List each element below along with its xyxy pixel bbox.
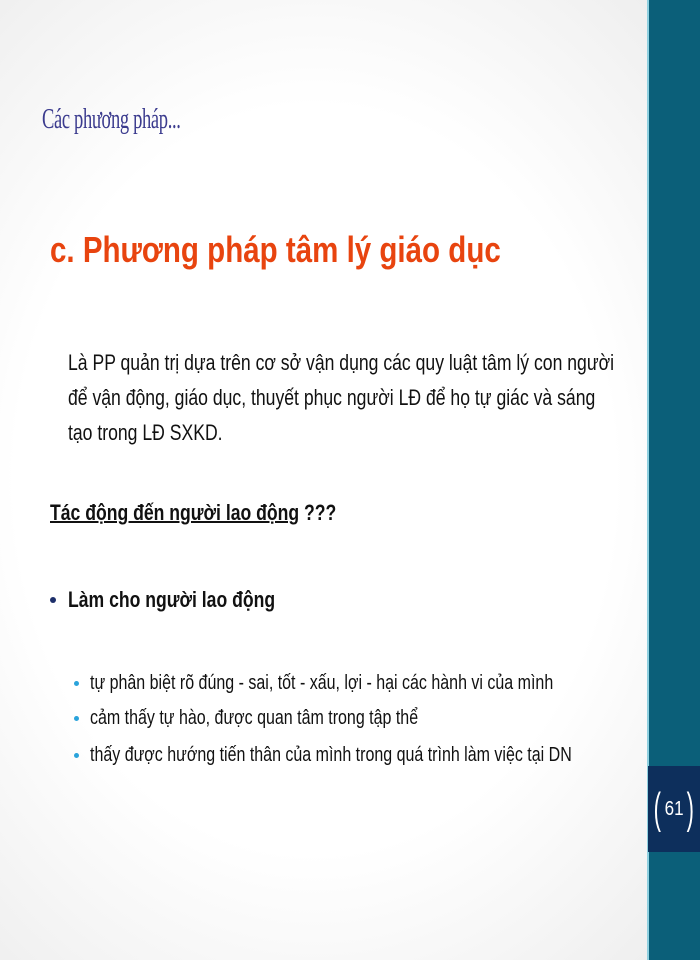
impact-heading xyxy=(50,500,408,526)
bullet-dot-icon xyxy=(74,716,79,721)
definition-paragraph xyxy=(68,345,700,450)
bullet-dot-icon xyxy=(74,753,79,758)
bracket-right-icon: ) xyxy=(686,784,695,833)
slide-title-text: c. Phương pháp tâm lý giáo dục xyxy=(50,229,501,270)
definition-line: Là PP quản trị dựa trên cơ sở vận dụng các quy luật tâm lý con người xyxy=(68,350,615,375)
sub-bullet-item xyxy=(74,707,500,730)
bracket-left-icon: ( xyxy=(653,784,662,833)
definition-line: để vận động, giáo dục, thuyết phục người LĐ để họ tự giác và sáng xyxy=(68,385,596,410)
page-number: 61 xyxy=(664,797,684,820)
sub-bullet-text: cảm thấy tự hào, được quan tâm trong tập thể xyxy=(90,707,419,729)
section-heading xyxy=(42,104,252,136)
bullet-dot-icon xyxy=(50,597,56,603)
definition-line: tạo trong LĐ SXKD. xyxy=(68,420,223,445)
bullet-dot-icon xyxy=(74,681,79,686)
slide-title xyxy=(50,229,600,271)
impact-heading-text: Tác động đến người lao động xyxy=(50,500,300,525)
sub-bullet-item xyxy=(74,744,692,767)
bullet-item xyxy=(50,587,327,613)
bullet-text: Làm cho người lao động xyxy=(68,587,276,612)
page-number-badge xyxy=(648,766,700,852)
sub-bullet-item xyxy=(74,672,669,695)
impact-suffix: ??? xyxy=(299,500,337,525)
sub-bullet-text: thấy được hướng tiến thân của mình trong quá trình làm việc tại DN xyxy=(90,744,572,766)
sub-bullet-text: tự phân biệt rõ đúng - sai, tốt - xấu, lợi - hại các hành vi của mình xyxy=(90,672,554,694)
section-heading-text: Các phương pháp... xyxy=(42,104,181,135)
